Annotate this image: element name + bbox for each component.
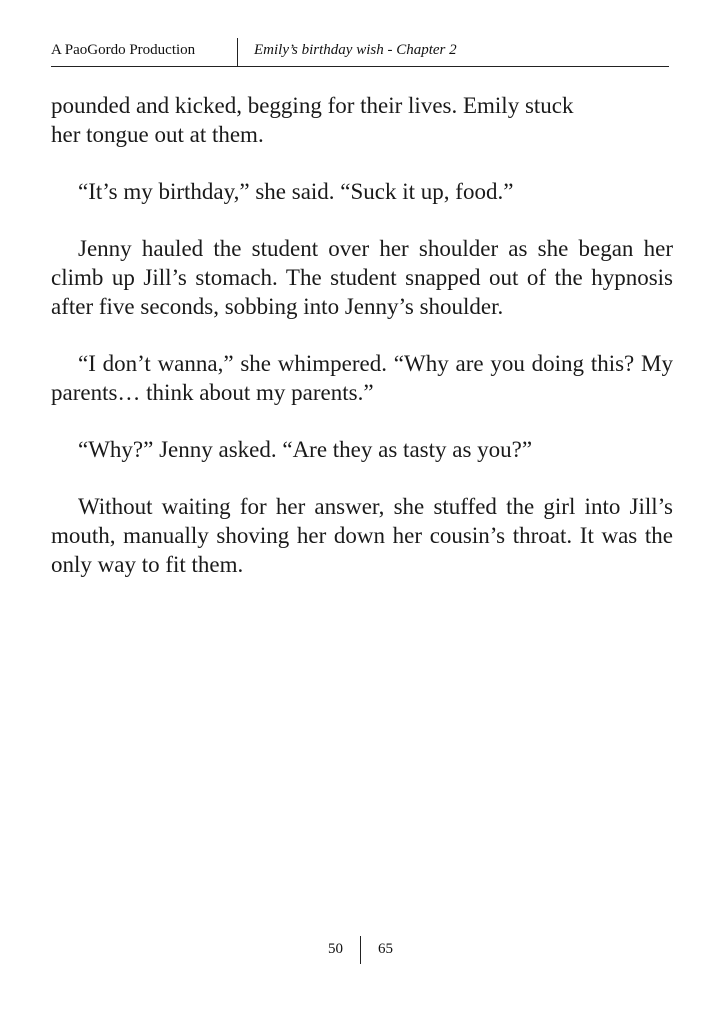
paragraph: “I don’t wanna,” she whimpered. “Why are you doing this? My parents… think about my parents.” (51, 351, 673, 405)
footer-divider (360, 936, 361, 964)
paragraph: Without waiting for her answer, she stuffed the girl into Jill’s mouth, manually shoving her down her cousin’s throat. It was the only way to fit them. (51, 494, 673, 577)
page-number: 50 (328, 941, 343, 957)
page-total: 65 (378, 941, 393, 957)
running-header (51, 38, 669, 67)
header-divider (237, 38, 238, 66)
paragraph: Jenny hauled the student over her shoulder as she began her climb up Jill’s stomach. The student snapped out of the hypnosis after five seconds, sobbing into Jenny’s shoulder. (51, 236, 673, 319)
paragraph: “It’s my birthday,” she said. “Suck it up, food.” (78, 179, 514, 204)
paragraph: “Why?” Jenny asked. “Are they as tasty as you?” (78, 437, 533, 462)
page-footer (0, 936, 721, 964)
chapter-title: Emily’s birthday wish - Chapter 2 (254, 42, 457, 58)
publisher-name: A PaoGordo Production (51, 42, 196, 58)
paragraph: pounded and kicked, begging for their lives. Emily stuck her tongue out at them. (51, 93, 574, 147)
body-text (51, 91, 673, 607)
